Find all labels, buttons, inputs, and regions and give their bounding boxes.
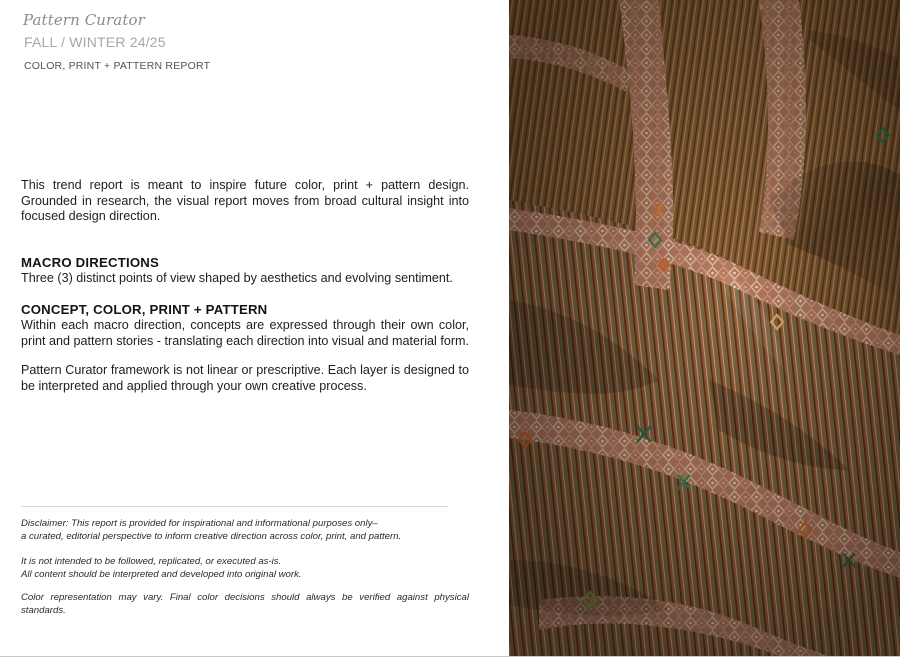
disclaimer-line-1: Disclaimer: This report is provided for inspirational and informational purposes only– <box>21 518 378 529</box>
textile-photo <box>509 0 900 656</box>
season-label: FALL / WINTER 24/25 <box>24 34 166 50</box>
disclaimer-line-2: a curated, editorial perspective to inform creative direction across color, print, and pattern. <box>21 531 402 542</box>
textile-photo-illustration <box>509 0 900 656</box>
section-text-macro: Three (3) distinct points of view shaped by aesthetics and evolving sentiment. <box>21 271 453 285</box>
disclaimer-line-4: All content should be interpreted and developed into original work. <box>21 569 302 580</box>
brand-name: Pattern Curator <box>23 11 145 29</box>
section-heading-concept: CONCEPT, COLOR, PRINT + PATTERN <box>21 302 268 317</box>
disclaimer-line-3: It is not intended to be followed, replicated, or executed as-is. <box>21 556 282 567</box>
divider <box>21 506 448 507</box>
framework-note: Pattern Curator framework is not linear or prescriptive. Each layer is designed to be interpreted and applied through your own creative process. <box>21 363 469 393</box>
section-heading-macro: MACRO DIRECTIONS <box>21 255 160 270</box>
section-text-concept: Within each macro direction, concepts are expressed through their own color, print and pattern stories - translating each direction into visual and material form. <box>21 318 470 348</box>
report-type-label: COLOR, PRINT + PATTERN REPORT <box>24 60 211 72</box>
disclaimer-line-5: Color representation may vary. Final color decisions should always be verified against physical standards. <box>21 592 469 616</box>
intro-paragraph: This trend report is meant to inspire future color, print + pattern design. Grounded in research, the visual report moves from broad cultural insight into focused design direction. <box>21 178 469 224</box>
